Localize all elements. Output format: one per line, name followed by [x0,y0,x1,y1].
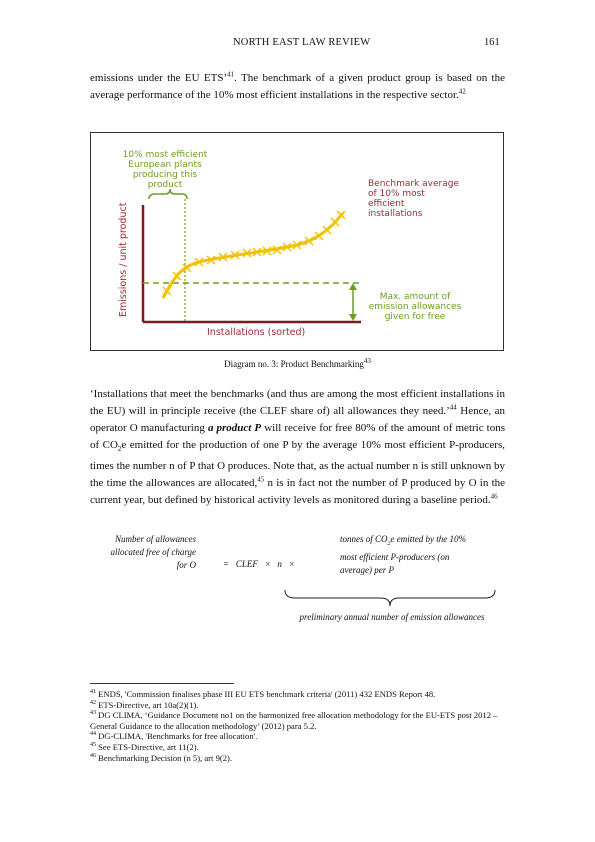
footnote-ref[interactable]: 46 [490,492,498,501]
svg-text:emission allowances: emission allowances [368,302,462,312]
footnote: $^{45}$ See ETS-Directive, art 11(2). [90,741,199,752]
footnote-ref[interactable]: 42 [458,87,466,96]
installation-marker [323,226,331,234]
svg-text:efficient: efficient [368,199,405,209]
journal-title: NORTH EAST LAW REVIEW [233,37,371,48]
svg-text:installations: installations [368,209,423,219]
figure-caption: Diagram no. 3: Product Benchmarking$^{43}$ [224,357,371,369]
svg-text:of 10% most: of 10% most [368,189,425,199]
footnote-list [90,689,505,763]
brace-efficient [149,189,187,199]
formula-right: tonnes of $CO_2e$ emitted by the 10% most efficient P-producers (on average) per P [340,534,466,575]
formula-left: Number of allowances allocated free of charge for O [110,534,196,570]
svg-text:producing this: producing this [132,170,198,180]
svg-text:product: product [147,180,183,190]
footnote-ref[interactable]: 43 [363,357,371,365]
arrow-head-up [349,283,357,290]
arrow-head-down [349,314,357,321]
footnote: $^{44}$ DG-CLIMA, 'Benchmarks for free allocation'. [90,731,258,742]
formula-brace-label: preliminary annual number of emission allowances [299,612,485,622]
formula-middle: = CLEF × n × [223,559,295,569]
label-benchmark-average [368,179,459,219]
svg-text:Max. amount of: Max. amount of [379,292,451,302]
svg-text:European plants: European plants [128,160,202,170]
svg-text:10% most efficient: 10% most efficient [122,150,208,160]
footnote-ref[interactable]: 45 [257,475,265,484]
formula-brace [283,588,497,608]
footnote-ref[interactable]: 41 [227,70,235,79]
footnote-divider [90,683,234,684]
installation-marker [337,211,345,219]
x-axis-label: Installations (sorted) [207,327,306,338]
y-axis-label: Emissions / unit product [118,202,129,317]
footnote: $^{42}$ ETS-Directive, art 10a(2)(1). [90,699,199,710]
diagram-svg [91,133,505,352]
svg-text:given for free: given for free [384,312,446,322]
svg-text:Benchmark average: Benchmark average [368,179,459,189]
footnote: $^{43}$ DG CLIMA, ‘Guidance Document no1 on the harmonized free allocation methodology for the EU-ETS post 2012 – General Guidance to the allocation methodology’ (2012) para 5.2. [90,710,498,731]
installation-marker [173,272,181,280]
label-efficient-plants [123,150,208,190]
paragraph-intro: emissions under the EU ETS’$^{41}$. The benchmark of a given product group is based on the average performance of the 10% most efficient installations in the respective sector.$^{42}$ [90,70,505,101]
footnote: $^{41}$ ENDS, 'Commission finalises phase III EU ETS benchmark criteria' (2011) 432 ENDS Report 48. [90,689,436,699]
label-max-allowances [369,292,462,322]
footnote: $^{46}$ Benchmarking Decision (n 5), art 9(2). [90,752,233,763]
benchmark-diagram [90,132,504,351]
page-number: 161 [484,37,500,48]
footnote-ref[interactable]: 44 [449,403,457,412]
paragraph-allocation: ‘Installations that meet the benchmarks (and thus are among the most efficient installations in the EU) will in principle receive (the CLEF share of) all allowances they need.’$^{44}$ Hence, an operator O manufacturing a product P will receive for free 80% of the amount of metric tons of $CO_2e$ emitted for the production of one P by the average 10% most efficient P-producers, times the number n of P that O produces. Note that, as the actual number n is still unknown by the time the allowances are allocated,$^{45}$ n is in fact not the number of P produced by O in the current year, but defined by historical activity levels as monitored during a baseline period.$^{46}$ [90,388,506,507]
